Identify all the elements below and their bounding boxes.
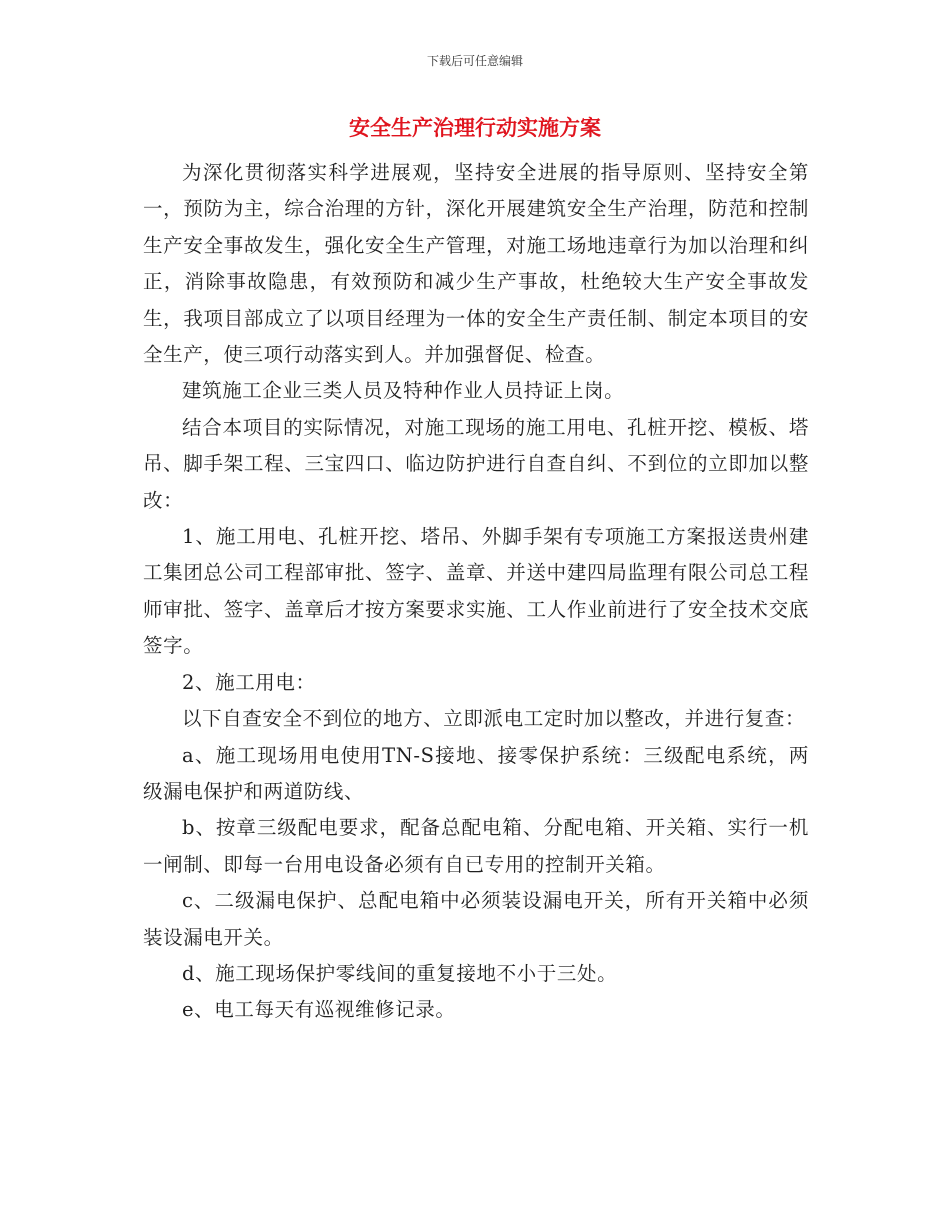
paragraph-item-a: a、施工现场用电使用TN-S接地、接零保护系统：三级配电系统，两级漏电保护和两道防线、 [143,743,809,803]
paragraph-item-1: 1、施工用电、孔桩开挖、塔吊、外脚手架有专项施工方案报送贵州建工集团总公司工程部审批、签字、盖章、并送中建四局监理有限公司总工程师审批、签字、盖章后才按方案要求实施、工人作业前进行了安全技术交底签字。 [143,525,809,658]
paragraph-intro: 为深化贯彻落实科学进展观，坚持安全进展的指导原则、坚持安全第一，预防为主，综合治理的方针，深化开展建筑安全生产治理，防范和控制生产安全事故发生，强化安全生产管理，对施工场地违章行为加以治理和纠正，消除事故隐患，有效预防和减少生产事故，杜绝较大生产安全事故发生，我项目部成立了以项目经理为一体的安全生产责任制、制定本项目的安全生产，使三项行动落实到人。并加强督促、检查。 [143,161,809,367]
page-header: 下载后可任意编辑 [426,54,523,68]
paragraph-item-d: d、施工现场保护零线间的重复接地不小于三处。 [182,961,618,985]
paragraph-self-inspection: 结合本项目的实际情况，对施工现场的施工用电、孔桩开挖、模板、塔吊、脚手架工程、三宝四口、临边防护进行自查自纠、不到位的立即加以整改： [143,415,809,512]
paragraph-rectification: 以下自查安全不到位的地方、立即派电工定时加以整改，并进行复查： [182,707,806,731]
paragraph-item-2: 2、施工用电： [182,670,316,694]
paragraph-item-e: e、电工每天有巡视维修记录。 [182,998,456,1022]
paragraph-item-c: c、二级漏电保护、总配电箱中必须装设漏电开关，所有开关箱中必须装设漏电开关。 [143,889,809,949]
paragraph-item-b: b、按章三级配电要求，配备总配电箱、分配电箱、开关箱、实行一机一闸制、即每一台用电设备必须有自已专用的控制开关箱。 [143,816,809,876]
document-body [143,155,809,1029]
document-title: 安全生产治理行动实施方案 [349,116,601,140]
paragraph-certification: 建筑施工企业三类人员及特种作业人员持证上岗。 [182,379,625,403]
